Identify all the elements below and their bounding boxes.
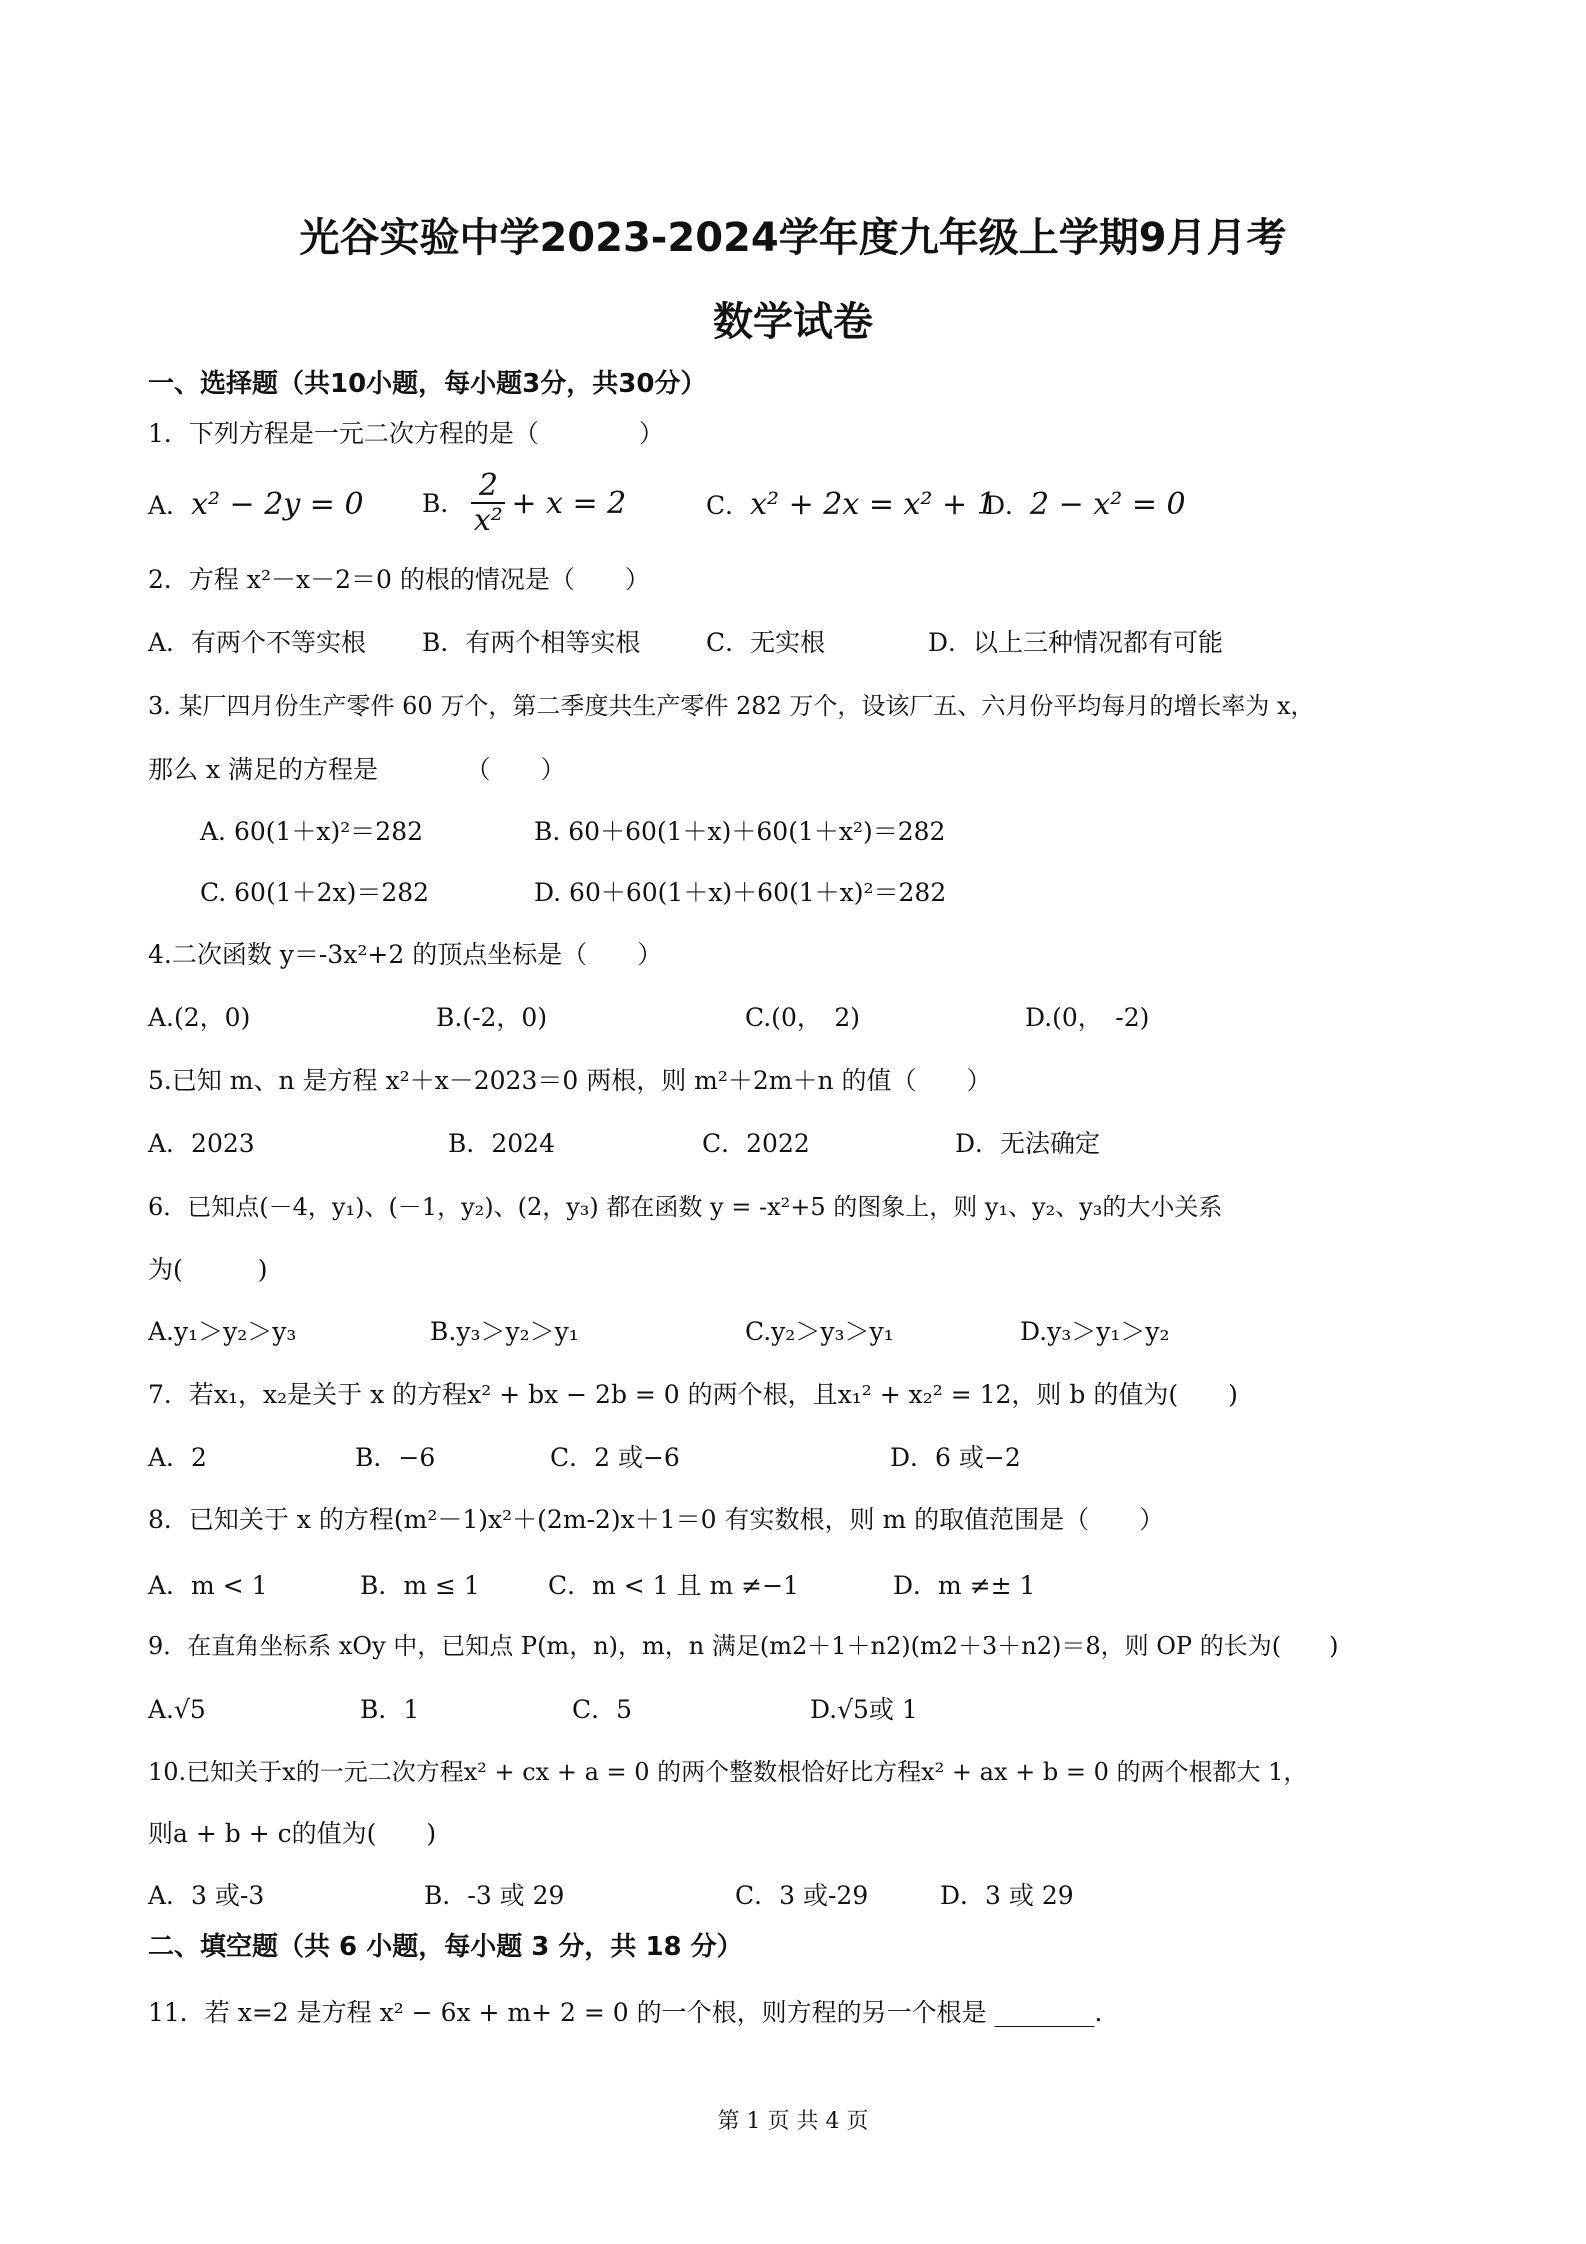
question-9-option-a: A.√5 [148,1695,206,1724]
question-3-option-a: A. 60(1＋x)²＝282 [200,817,424,846]
question-7-option-a: A．2 [148,1443,207,1472]
question-4-option-b: B.(-2，0) [436,1003,548,1032]
page-footer: 第 1 页 共 4 页 [717,2109,869,2134]
fraction-numerator: 2 [478,468,498,503]
question-10-stem-line2: 则a + b + c的值为( ) [148,1819,437,1848]
question-1-option-b [422,470,626,538]
question-3-stem-line2: 那么 x 满足的方程是 （ ） [148,755,566,784]
question-1-option-c [706,487,996,524]
exam-title: 光谷实验中学2023-2024学年度九年级上学期9月月考 [299,215,1287,261]
question-8-option-c: C．m < 1 且 m ≠−1 [548,1571,799,1600]
section-heading-choice: 一、选择题（共10小题，每小题3分，共30分） [148,369,707,399]
question-10-option-a: A．3 或-3 [148,1881,265,1910]
exam-subtitle: 数学试卷 [713,299,873,345]
question-2-option-c: C．无实根 [706,628,826,657]
question-3-option-c: C. 60(1＋2x)＝282 [200,878,430,907]
question-10-option-d: D．3 或 29 [940,1881,1074,1910]
option-label: B． [422,489,466,518]
option-math: 2 − x² = 0 [1030,487,1186,522]
question-9-option-c: C．5 [572,1695,633,1724]
question-6-option-b: B.y₃＞y₂＞y₁ [430,1317,579,1346]
question-6-option-a: A.y₁＞y₂＞y₃ [148,1317,297,1346]
question-3-option-d: D. 60＋60(1＋x)＋60(1＋x)²＝282 [534,878,947,907]
question-6-stem-line2: 为( ) [148,1255,268,1284]
option-math: x² − 2y = 0 [191,487,364,522]
fraction [471,470,505,538]
question-8-option-d: D．m ≠± 1 [893,1571,1036,1600]
question-10-stem-line1: 10.已知关于x的一元二次方程x² + cx + a = 0 的两个整数根恰好比方程x² + ax + b = 0 的两个根都大 1， [148,1758,1308,1786]
fraction-denominator: x² [473,503,503,538]
question-3-stem-line1: 3. 某厂四月份生产零件 60 万个，第二季度共生产零件 282 万个，设该厂五、六月份平均每月的增长率为 x， [148,692,1315,720]
question-5-stem: 5.已知 m、n 是方程 x²＋x－2023＝0 两根，则 m²＋2m＋n 的值（ ） [148,1066,992,1095]
question-7-option-c: C．2 或−6 [550,1443,680,1472]
option-label: A． [148,491,192,520]
question-4-stem: 4.二次函数 y＝-3x²+2 的顶点坐标是（ ） [148,940,663,969]
question-4-option-a: A.(2，0) [148,1003,251,1032]
question-9-option-d: D.√5或 1 [810,1695,918,1724]
question-11-stem: 11．若 x=2 是方程 x² − 6x + m+ 2 = 0 的一个根，则方程的另一个根是 ________. [148,1998,1103,2027]
question-2-option-a: A．有两个不等实根 [148,628,367,657]
option-label: D． [985,491,1031,520]
question-1-option-d [985,487,1186,524]
question-10-option-c: C．3 或-29 [735,1881,869,1910]
question-9-option-b: B．1 [360,1695,420,1724]
question-3-option-b: B. 60＋60(1＋x)＋60(1＋x²)＝282 [534,817,946,846]
question-2-option-b: B．有两个相等实根 [422,628,641,657]
question-2-stem: 2．方程 x²－x－2＝0 的根的情况是（ ） [148,565,650,594]
question-5-option-a: A．2023 [148,1129,255,1158]
question-8-stem: 8．已知关于 x 的方程(m²－1)x²＋(2m-2)x＋1＝0 有实数根，则 m 的取值范围是（ ） [148,1505,1165,1534]
option-label: C． [706,491,751,520]
question-5-option-d: D．无法确定 [955,1129,1101,1158]
question-10-option-b: B．-3 或 29 [424,1881,565,1910]
question-5-option-b: B．2024 [448,1129,555,1158]
section-heading-fill-in: 二、填空题（共 6 小题，每小题 3 分，共 18 分） [148,1932,743,1962]
question-6-option-c: C.y₂＞y₃＞y₁ [745,1317,894,1346]
question-4-option-d: D.(0， -2) [1025,1003,1150,1032]
option-math: x² + 2x = x² + 1 [750,487,996,522]
question-5-option-c: C．2022 [702,1129,810,1158]
question-7-option-d: D．6 或−2 [890,1443,1021,1472]
question-4-option-c: C.(0， 2) [745,1003,861,1032]
question-8-option-b: B．m ≤ 1 [360,1571,480,1600]
question-7-option-b: B．−6 [355,1443,436,1472]
question-6-option-d: D.y₃＞y₁＞y₂ [1020,1317,1170,1346]
question-6-stem-line1: 6．已知点(－4，y₁)、(－1，y₂)、(2，y₃) 都在函数 y = -x²+5 的图象上，则 y₁、y₂、y₃的大小关系 [148,1193,1223,1221]
question-2-option-d: D．以上三种情况都有可能 [928,628,1224,657]
question-1-option-a [148,487,364,524]
question-7-stem: 7．若x₁，x₂是关于 x 的方程x² + bx − 2b = 0 的两个根，且x₁² + x₂² = 12，则 b 的值为( ) [148,1380,1238,1409]
option-math: + x = 2 [511,486,627,521]
question-9-stem: 9．在直角坐标系 xOy 中，已知点 P(m，n)，m，n 满足(m2＋1＋n2)(m2＋3＋n2)＝8，则 OP 的长为( ) [148,1632,1339,1660]
question-1-stem: 1．下列方程是一元二次方程的是（ ） [148,419,664,448]
question-8-option-a: A．m < 1 [148,1571,268,1600]
